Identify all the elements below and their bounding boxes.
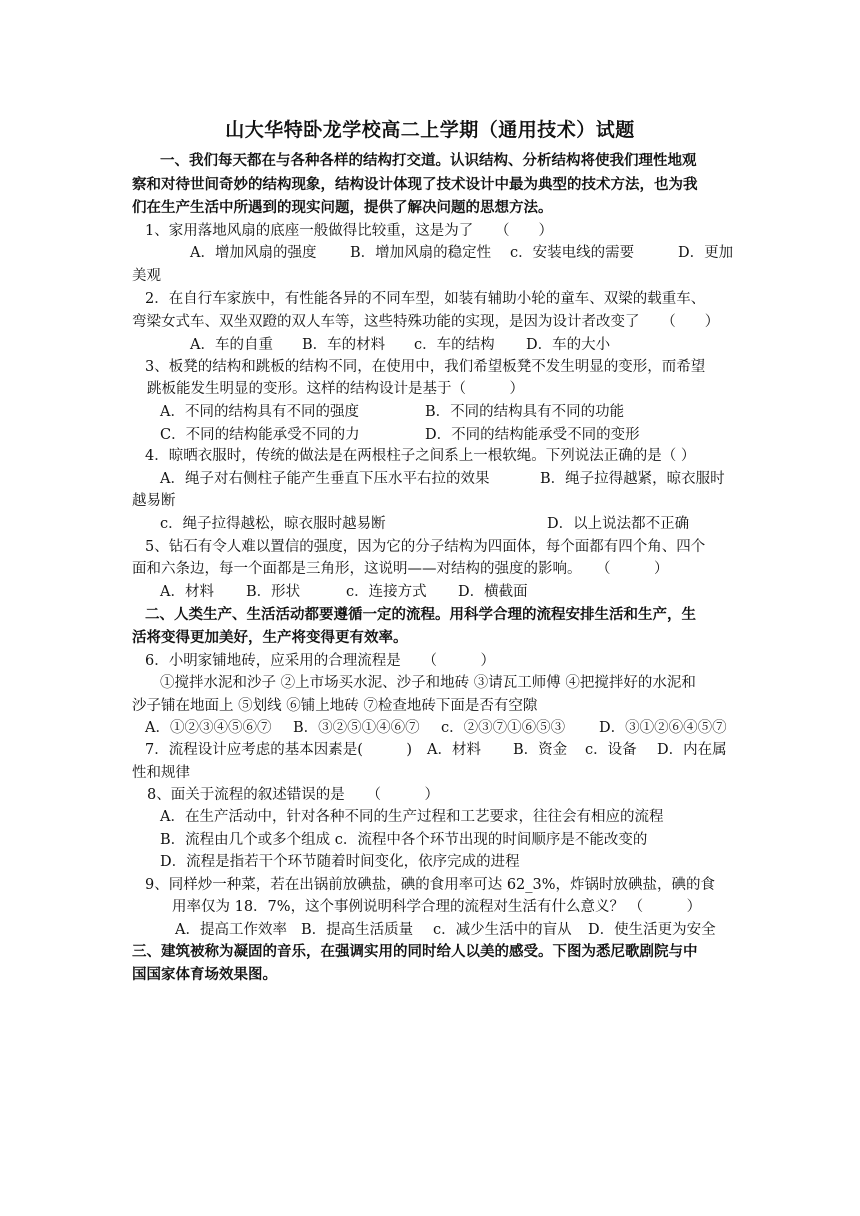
question-5-option-c: c．连接方式 — [346, 584, 427, 600]
question-1-options — [190, 242, 733, 264]
question-3-options-row-2 — [160, 424, 640, 446]
question-2-option-d: D．车的大小 — [526, 337, 611, 353]
question-4-option-c: c．绳子拉得越松，晾衣服时越易断 — [160, 516, 386, 532]
question-7-line — [145, 739, 727, 761]
question-1-option-c: c．安装电线的需要 — [510, 245, 635, 261]
question-5-option-d: D．横截面 — [458, 584, 528, 600]
question-3-line-1: 3、板凳的结构和跳板的结构不同，在使用中，我们希望板凳不发生明显的变形，而希望 — [145, 359, 706, 375]
question-1-option-b: B．增加风扇的稳定性 — [350, 245, 492, 261]
question-1-stem: 1、家用落地风扇的底座一般做得比较重，这是为了 （ ） — [145, 223, 553, 239]
question-6-line-1: ①搅拌水泥和沙子 ②上市场买水泥、沙子和地砖 ③请瓦工师傅 ④把搅拌好的水泥和 — [160, 675, 696, 691]
question-7-option-a: A．材料 — [427, 742, 481, 758]
question-7-option-b: B．资金 — [513, 742, 568, 758]
question-2-option-a: A．车的自重 — [190, 337, 273, 353]
question-9-line-2: 用率仅为 18．7%，这个事例说明科学合理的流程对生活有什么意义？ （ ） — [172, 899, 702, 915]
question-7-wrap: 性和规律 — [132, 765, 190, 781]
question-1-option-a: A．增加风扇的强度 — [190, 245, 317, 261]
question-8-line-2: B．流程由几个或多个组成 c．流程中各个环节出现的时间顺序是不能改变的 — [160, 832, 648, 848]
question-9-option-c: c．减少生活中的盲从 — [433, 922, 572, 938]
question-6-line-2: 沙子铺在地面上 ⑤划线 ⑥铺上地砖 ⑦检查地砖下面是否有空隙 — [132, 698, 538, 714]
question-2-options — [190, 334, 610, 356]
question-7-option-d: D．内在属 — [657, 742, 727, 758]
section-1-line-1: 一、我们每天都在与各种各样的结构打交道。认识结构、分析结构将使我们理性地观 — [160, 152, 697, 169]
question-1-wrap: 美观 — [132, 268, 161, 284]
question-3-option-c: C．不同的结构能承受不同的力 — [160, 427, 360, 443]
question-2-line-1: 2．在自行车家族中，有性能各异的不同车型，如装有辅助小轮的童车、双梁的载重车、 — [145, 291, 706, 307]
question-7-stem: 7．流程设计应考虑的基本因素是( ) — [145, 742, 413, 758]
question-3-options-row-1 — [160, 401, 624, 423]
question-8-stem: 8、面关于流程的叙述错误的是 （ ） — [147, 787, 439, 803]
question-2-line-2: 弯梁女式车、双坐双蹬的双人车等，这些特殊功能的实现，是因为设计者改变了 （ ） — [132, 314, 720, 330]
question-6-option-c: c．②③⑦①⑥⑤③ — [441, 720, 566, 736]
question-9-option-d: D．使生活更为安全 — [588, 922, 716, 938]
question-5-line-2: 面和六条边，每一个面都是三角形，这说明——对结构的强度的影响。 （ ） — [132, 561, 669, 577]
question-2-option-c: c．车的结构 — [414, 337, 495, 353]
question-4-stem: 4．晾晒衣服时，传统的做法是在两根柱子之间系上一根软绳。下列说法正确的是（ ） — [145, 448, 696, 464]
question-4-options-row-2 — [160, 513, 689, 535]
question-9-line-1: 9、同样炒一种菜，若在出锅前放碘盐，碘的食用率可达 62_3%，炸锅时放碘盐，碘的食 — [145, 877, 716, 893]
section-3-line-2: 国国家体育场效果图。 — [132, 966, 277, 983]
page-title: 山大华特卧龙学校高二上学期（通用技术）试题 — [225, 119, 635, 141]
question-1-option-d: D．更加 — [678, 245, 734, 261]
question-3-line-2: 跳板能发生明显的变形。这样的结构设计是基于（ ） — [147, 381, 524, 397]
section-3-line-1: 三、建筑被称为凝固的音乐，在强调实用的同时给人以美的感受。下图为悉尼歌剧院与中 — [132, 943, 698, 960]
question-5-options — [160, 581, 528, 603]
question-5-option-b: B．形状 — [246, 584, 301, 600]
question-2-option-b: B．车的材料 — [302, 337, 386, 353]
question-4-wrap: 越易断 — [132, 493, 176, 509]
section-2-line-1: 二、人类生产、生活活动都要遵循一定的流程。用科学合理的流程安排生活和生产，生 — [145, 606, 696, 623]
question-9-option-b: B．提高生活质量 — [301, 922, 414, 938]
question-6-option-b: B．③②⑤①④⑥⑦ — [293, 720, 420, 736]
question-4-option-a: A．绳子对右侧柱子能产生垂直下压水平右拉的效果 — [160, 471, 490, 487]
question-3-option-a: A．不同的结构具有不同的强度 — [160, 404, 359, 420]
question-8-line-1: A．在生产活动中，针对各种不同的生产过程和工艺要求，往往会有相应的流程 — [160, 809, 664, 825]
section-1-line-3: 们在生产生活中所遇到的现实问题，提供了解决问题的思想方法。 — [132, 199, 553, 216]
question-7-option-c: c．设备 — [585, 742, 637, 758]
question-6-stem: 6．小明家铺地砖，应采用的合理流程是 （ ） — [145, 653, 495, 669]
question-9-option-a: A．提高工作效率 — [175, 922, 287, 938]
question-6-option-a: A．①②③④⑤⑥⑦ — [145, 720, 272, 736]
question-4-options-row-1 — [160, 468, 725, 490]
question-5-line-1: 5、钻石有令人难以置信的强度，因为它的分子结构为四面体，每个面都有四个角、四个 — [145, 539, 706, 555]
section-1-line-2: 察和对待世间奇妙的结构现象，结构设计体现了技术设计中最为典型的技术方法，也为我 — [132, 176, 698, 193]
question-4-option-b: B．绳子拉得越紧，晾衣服时 — [540, 471, 725, 487]
question-8-line-3: D．流程是指若干个环节随着时间变化，依序完成的进程 — [160, 854, 520, 870]
question-6-options — [145, 717, 727, 739]
question-9-options — [175, 919, 716, 941]
question-3-option-b: B．不同的结构具有不同的功能 — [425, 404, 625, 420]
question-5-option-a: A．材料 — [160, 584, 214, 600]
question-6-option-d: D．③①②⑥④⑤⑦ — [599, 720, 727, 736]
question-3-option-d: D．不同的结构能承受不同的变形 — [425, 427, 640, 443]
section-2-line-2: 活将变得更加美好，生产将变得更有效率。 — [132, 629, 408, 646]
question-4-option-d: D．以上说法都不正确 — [547, 516, 690, 532]
